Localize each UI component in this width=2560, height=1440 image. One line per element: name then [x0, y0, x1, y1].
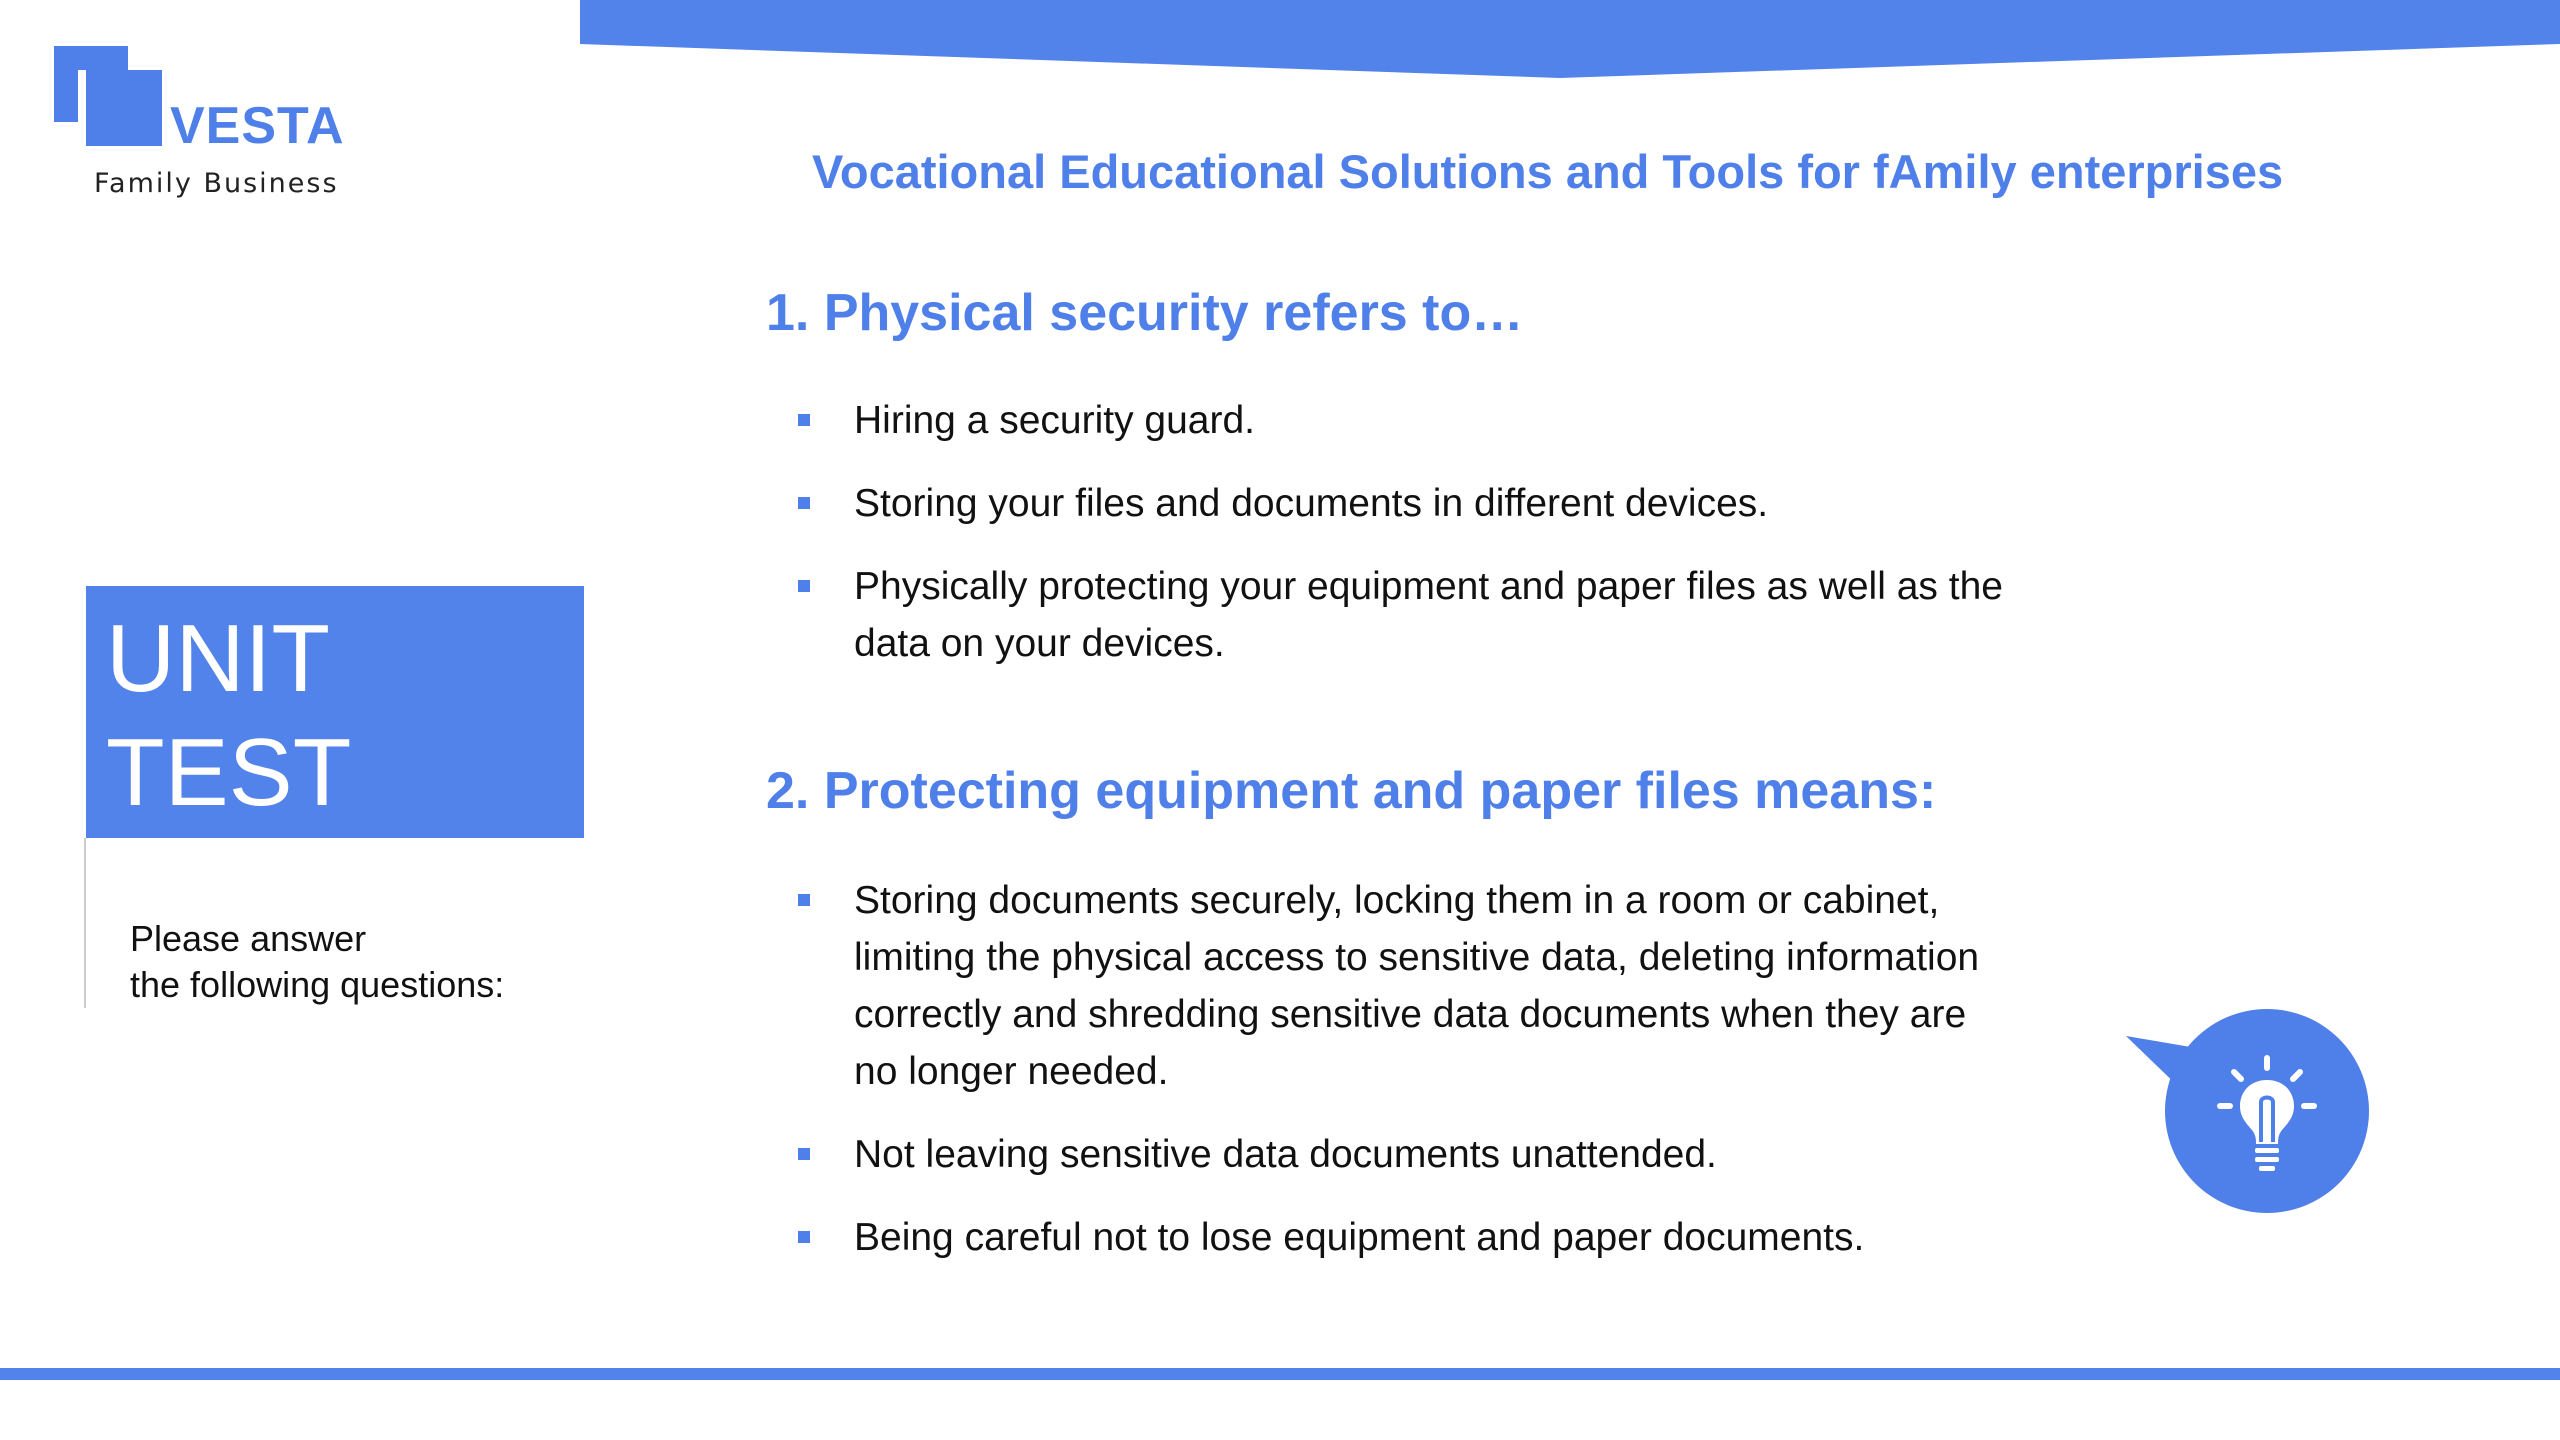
header-subtitle: Vocational Educational Solutions and Tools for fAmily enterprises	[812, 145, 2284, 198]
unit-box-divider	[84, 838, 86, 1008]
question-1-option[interactable]	[790, 475, 2020, 532]
lightbulb-icon	[2124, 1006, 2374, 1226]
top-banner	[0, 0, 2560, 80]
question-1-title: 1. Physical security refers to…	[766, 284, 1524, 342]
square-bullet-icon	[798, 1148, 810, 1160]
vesta-logo	[52, 44, 372, 214]
option-text: Physically protecting your equipment and paper files as well as the data on your devices.	[854, 565, 2003, 665]
option-text: Being careful not to lose equipment and paper documents.	[854, 1216, 1865, 1259]
option-text: Storing documents securely, locking them in a room or cabinet, limiting the physical access to sensitive data, deleting information correctly and shredding sensitive data documents when they are no longer needed.	[854, 879, 1980, 1093]
question-2-title: 2. Protecting equipment and paper files means:	[766, 762, 1937, 820]
question-1-options	[790, 392, 2020, 698]
square-bullet-icon	[798, 414, 810, 426]
logo-squares-icon	[52, 44, 162, 154]
unit-title-line-1: UNIT	[106, 605, 330, 712]
question-1-option[interactable]	[790, 392, 2020, 449]
square-bullet-icon	[798, 1231, 810, 1243]
unit-test-box	[86, 586, 584, 838]
question-2-options	[790, 872, 2020, 1292]
instruction-text	[130, 916, 570, 1008]
instruction-line-2: the following questions:	[130, 964, 505, 1005]
bottom-rule	[0, 1368, 2560, 1380]
square-bullet-icon	[798, 497, 810, 509]
unit-test-title	[106, 602, 566, 830]
question-2-option[interactable]	[790, 1209, 2020, 1266]
option-text: Hiring a security guard.	[854, 399, 1256, 442]
square-bullet-icon	[798, 580, 810, 592]
unit-title-line-2: TEST	[106, 719, 352, 826]
option-text: Storing your files and documents in different devices.	[854, 482, 1769, 525]
logo-name: VESTA	[170, 97, 345, 155]
instruction-line-1: Please answer	[130, 918, 367, 959]
question-2-option[interactable]	[790, 1126, 2020, 1183]
square-bullet-icon	[798, 894, 810, 906]
question-1-option[interactable]	[790, 558, 2020, 672]
option-text: Not leaving sensitive data documents unattended.	[854, 1133, 1717, 1176]
logo-tagline: Family Business	[94, 168, 339, 199]
question-2-option[interactable]	[790, 872, 2020, 1100]
